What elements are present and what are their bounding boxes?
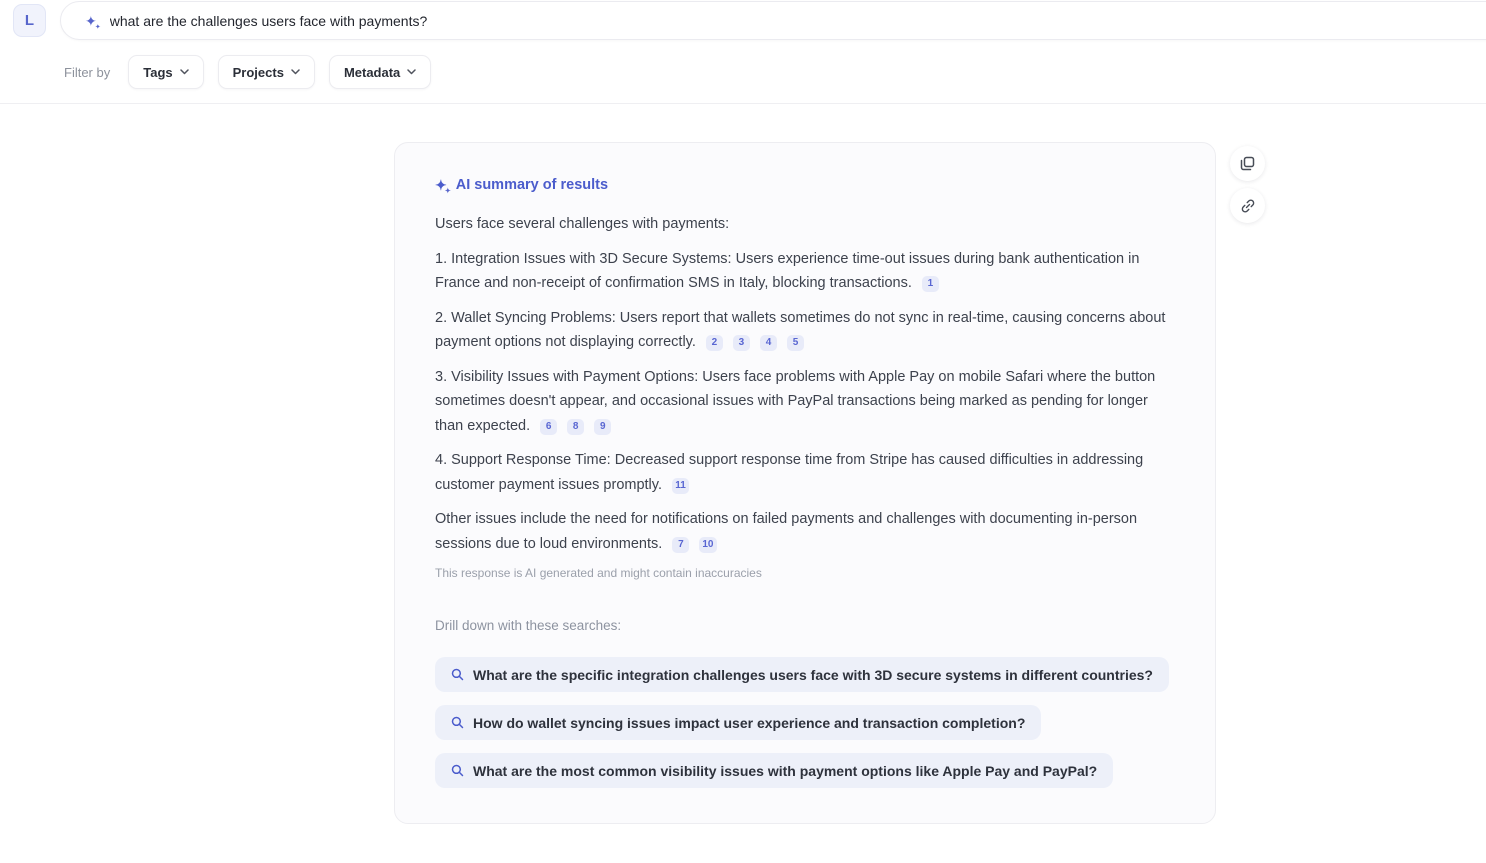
- citation-badge[interactable]: 10: [699, 537, 716, 553]
- filter-projects-label: Projects: [232, 64, 284, 80]
- summary-point: [435, 365, 1175, 439]
- ai-sparkle-icon: ✦ ✦: [435, 177, 451, 195]
- ai-sparkle-icon: ✦ ✦: [85, 12, 101, 31]
- filter-metadata-button[interactable]: [329, 55, 431, 89]
- citation-badges: [530, 418, 611, 434]
- link-icon: [1240, 198, 1256, 214]
- citation-badges: [662, 477, 689, 493]
- summary-point: [435, 448, 1175, 497]
- ai-summary-card: [394, 142, 1216, 824]
- citation-badge[interactable]: 6: [540, 419, 557, 435]
- card-actions: [1230, 146, 1265, 223]
- filter-metadata-label: Metadata: [343, 64, 401, 80]
- search-icon: [451, 716, 464, 729]
- drilldown-suggestion[interactable]: [435, 753, 1113, 788]
- chevron-down-icon: [180, 69, 189, 75]
- search-input[interactable]: [110, 13, 1010, 29]
- copy-summary-button[interactable]: [1230, 146, 1265, 181]
- summary-point: [435, 507, 1175, 556]
- citation-badges: [912, 275, 939, 291]
- filter-row: [64, 54, 445, 90]
- header-divider: [0, 103, 1486, 104]
- search-icon: [451, 668, 464, 681]
- point-text: 2. Wallet Syncing Problems: Users report that wallets sometimes do not sync in real-time, causing concerns about payment options not displaying correctly.: [435, 309, 1166, 350]
- chevron-down-icon: [291, 69, 300, 75]
- point-text: 1. Integration Issues with 3D Secure Systems: Users experience time-out issues during bank authentication in France and non-receipt of confirmation SMS in Italy, blocking transactions.: [435, 250, 1140, 291]
- workspace-logo[interactable]: [13, 4, 46, 37]
- drilldown-suggestion[interactable]: [435, 657, 1169, 692]
- citation-badge[interactable]: 8: [567, 419, 584, 435]
- filter-tags-label: Tags: [143, 64, 173, 80]
- ai-summary-header: [435, 177, 1175, 193]
- citation-badge[interactable]: 3: [733, 335, 750, 351]
- citation-badge[interactable]: 11: [672, 478, 689, 494]
- citation-badge[interactable]: 2: [706, 335, 723, 351]
- suggestion-label: What are the specific integration challenges users face with 3D secure systems in different countries?: [473, 666, 1153, 683]
- ai-summary-title: AI summary of results: [455, 177, 609, 193]
- chevron-down-icon: [407, 69, 416, 75]
- citation-badges: [662, 536, 716, 552]
- drilldown-suggestion[interactable]: [435, 705, 1041, 740]
- search-bar[interactable]: [60, 1, 1486, 40]
- citation-badge[interactable]: 5: [787, 335, 804, 351]
- citation-badge[interactable]: 9: [594, 419, 611, 435]
- ai-disclaimer: This response is AI generated and might contain inaccuracies: [435, 566, 762, 580]
- suggestion-label: How do wallet syncing issues impact user experience and transaction completion?: [473, 714, 1026, 731]
- summary-point: [435, 306, 1175, 355]
- citation-badges: [696, 334, 804, 350]
- summary-points: [435, 247, 1175, 557]
- point-text: Other issues include the need for notifications on failed payments and challenges with documenting in-person sessions due to loud environments.: [435, 511, 1138, 552]
- drilldown-label: Drill down with these searches:: [435, 618, 622, 633]
- filter-projects-button[interactable]: [218, 55, 315, 89]
- citation-badge[interactable]: 4: [760, 335, 777, 351]
- topbar: [0, 0, 1486, 42]
- logo-letter: L: [24, 12, 35, 29]
- filter-by-label: Filter by: [64, 64, 111, 80]
- point-text: 4. Support Response Time: Decreased support response time from Stripe has caused difficulties in addressing customer payment issues promptly.: [435, 452, 1144, 493]
- search-icon: [451, 764, 464, 777]
- point-text: 3. Visibility Issues with Payment Options: Users face problems with Apple Pay on mobile Safari where the button sometimes doesn't appear, and occasional issues with PayPal transactions being marked as pending for longer than expected.: [435, 368, 1156, 434]
- citation-badge[interactable]: 1: [922, 276, 939, 292]
- summary-intro: Users face several challenges with payments:: [435, 216, 730, 232]
- suggestion-label: What are the most common visibility issues with payment options like Apple Pay and PayPal?: [473, 762, 1098, 779]
- citation-badge[interactable]: 7: [672, 537, 689, 553]
- drilldown-suggestions: [435, 657, 1175, 788]
- filter-tags-button[interactable]: [128, 55, 203, 89]
- copy-link-button[interactable]: [1230, 188, 1265, 223]
- copy-icon: [1240, 156, 1255, 171]
- summary-point: [435, 247, 1175, 296]
